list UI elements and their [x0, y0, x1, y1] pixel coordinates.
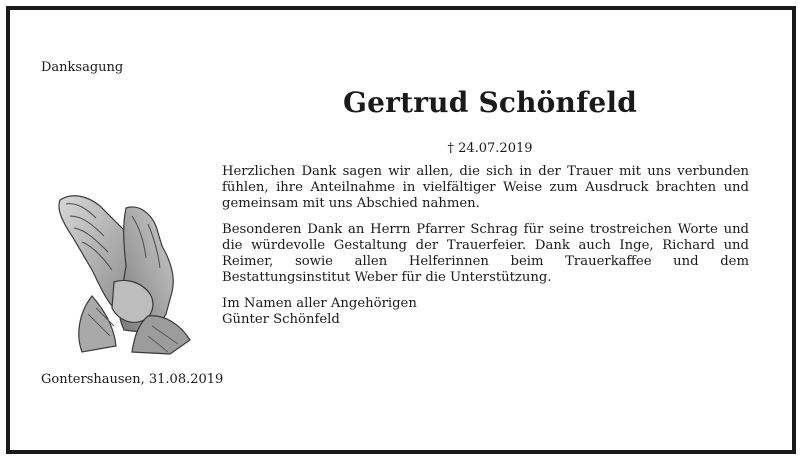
deceased-name: Gertrud Schönfeld	[343, 86, 637, 119]
notice-heading: Danksagung	[41, 60, 124, 75]
death-date: † 24.07.2019	[447, 141, 533, 156]
thanks-paragraph: Herzlichen Dank sagen wir allen, die sich in der Trauer mit uns verbunden fühlen, ihre Anteilnahme in vielfältiger Weise zum Ausdruck brachten und gemeinsam mit uns Abschied nahmen.	[222, 164, 749, 211]
signature-block	[222, 296, 749, 328]
notice-body	[222, 164, 749, 328]
special-thanks-paragraph: Besonderen Dank an Herrn Pfarrer Schrag für seine trostreichen Worte und die würdevolle Gestaltung der Trauerfeier. Dank auch Inge, Richard und Reimer, sowie allen Helferinnen beim Trauerkaffee und dem Bestattungsinstitut Weber für die Unterstützung.	[222, 222, 749, 285]
signer-name: Günter Schönfeld	[222, 312, 340, 327]
praying-hands-icon	[52, 186, 202, 358]
closing-line: Im Namen aller Angehörigen	[222, 296, 417, 311]
place-date: Gontershausen, 31.08.2019	[41, 372, 224, 387]
